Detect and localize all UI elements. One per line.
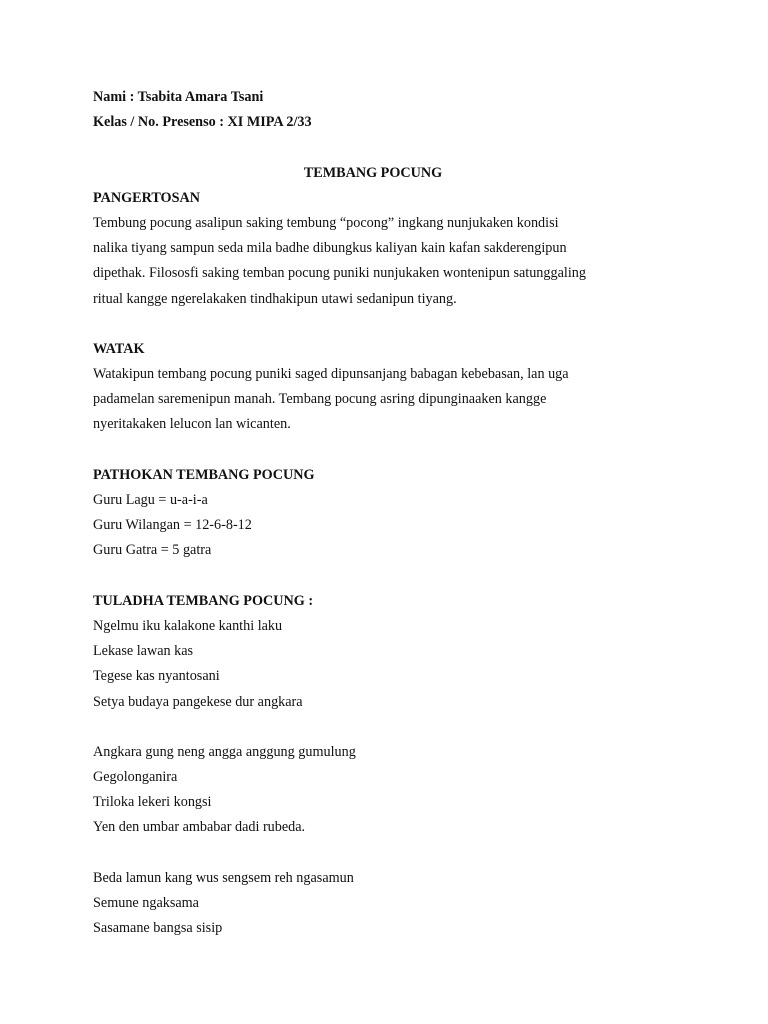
rule-line: Guru Gatra = 5 gatra (93, 542, 212, 559)
verse-line: Lekase lawan kas (93, 643, 194, 660)
rule-line: Guru Wilangan = 12-6-8-12 (93, 517, 252, 534)
verse-line: Sasamane bangsa sisip (93, 920, 223, 937)
verse-line: Setya budaya pangekese dur angkara (93, 693, 303, 710)
verse-line: Gegolonganira (93, 769, 178, 786)
verse-line: Tegese kas nyantosani (93, 668, 220, 685)
section-heading-tuladha: TULADHA TEMBANG POCUNG : (93, 592, 314, 609)
student-class: Kelas / No. Presenso : XI MIPA 2/33 (93, 114, 312, 131)
verse-line: Semune ngaksama (93, 895, 199, 911)
paragraph-line: nyeritakaken lelucon lan wicanten. (93, 416, 291, 433)
verse-line: Beda lamun kang wus sengsem reh ngasamun (93, 869, 354, 886)
section-heading-pathokan: PATHOKAN TEMBANG POCUNG (93, 466, 315, 483)
verse-line: Triloka lekeri kongsi (93, 794, 212, 811)
document-title: TEMBANG POCUNG (303, 164, 443, 181)
document-page (93, 85, 653, 941)
paragraph-line: Tembung pocung asalipun saking tembung “pocong” ingkang nunjukaken kondisi (93, 214, 559, 231)
section-heading-pangertosan: PANGERTOSAN (93, 189, 200, 206)
paragraph-line: ritual kangge ngerelakaken tindhakipun utawi sedanipun tiyang. (93, 290, 457, 307)
student-name: Nami : Tsabita Amara Tsani (93, 89, 264, 105)
paragraph-line: padamelan saremenipun manah. Tembang pocung asring dipunginaaken kangge (93, 391, 547, 408)
verse-line: Angkara gung neng angga anggung gumulung (93, 743, 356, 760)
paragraph-line: dipethak. Filososfi saking temban pocung puniki nunjukaken wontenipun satunggaling (93, 265, 586, 282)
paragraph-line: nalika tiyang sampun seda mila badhe dibungkus kaliyan kain kafan sakderengipun (93, 240, 567, 257)
verse-line: Yen den umbar ambabar dadi rubeda. (93, 819, 306, 836)
section-heading-watak: WATAK (93, 340, 145, 357)
rule-line: Guru Lagu = u-a-i-a (93, 492, 208, 508)
verse-line: Ngelmu iku kalakone kanthi laku (93, 617, 283, 634)
paragraph-line: Watakipun tembang pocung puniki saged dipunsanjang babagan kebebasan, lan uga (93, 366, 569, 383)
